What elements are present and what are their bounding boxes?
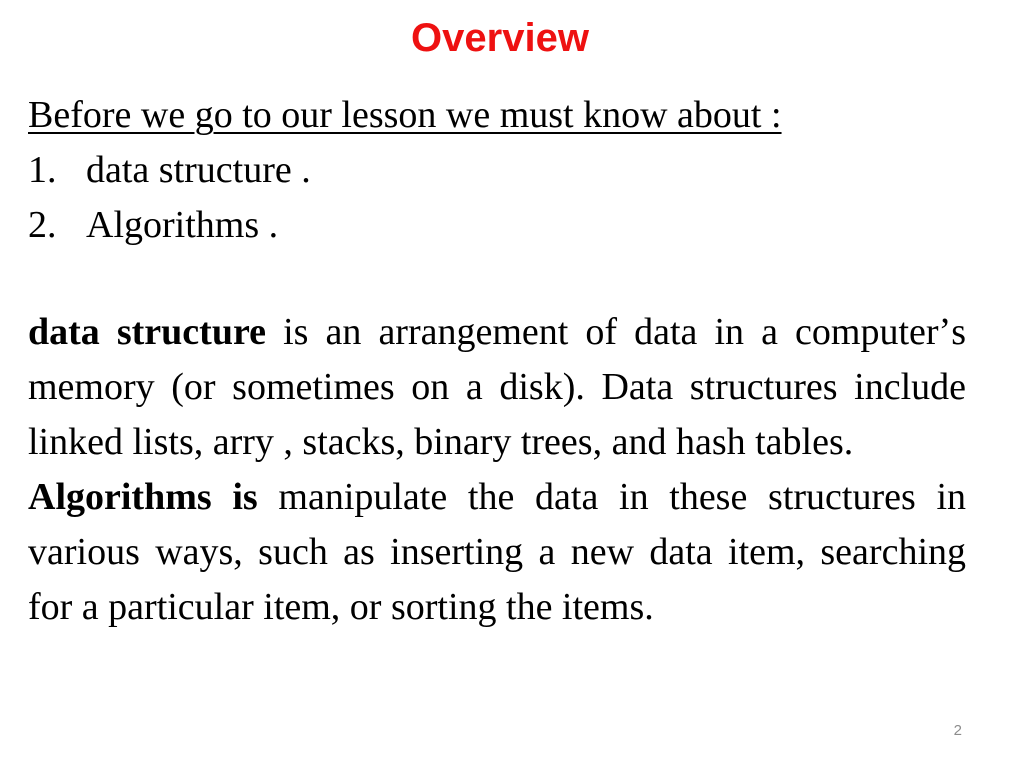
list-item [28, 143, 966, 198]
spacer [28, 253, 966, 305]
definition-text: manipulate the data in these structures in various ways, such as inserting a new data item, searching for a particular item, or sorting the items. [28, 476, 967, 628]
intro-text: Before we go to our lesson we must know about : [28, 94, 782, 136]
list-item-number: 1. [28, 149, 57, 191]
page-number: 2 [953, 722, 962, 739]
slide-title: Overview [411, 16, 589, 60]
list-item-text: data structure . [86, 149, 311, 191]
slide-body [28, 88, 966, 635]
definition-term: data structure [28, 311, 267, 353]
list-item-number: 2. [28, 204, 57, 246]
definition-text: is an arrangement of data in a computerʼs memory (or sometimes on a disk). Data structures include linked lists, arry , stacks, binary trees, and hash tables. [28, 311, 966, 463]
definition-paragraph-algorithms [28, 470, 966, 635]
definition-term: Algorithms is [28, 476, 258, 518]
list-item-text: Algorithms . [86, 204, 279, 246]
definition-paragraph-data-structure [28, 305, 966, 470]
list-item [28, 198, 966, 253]
